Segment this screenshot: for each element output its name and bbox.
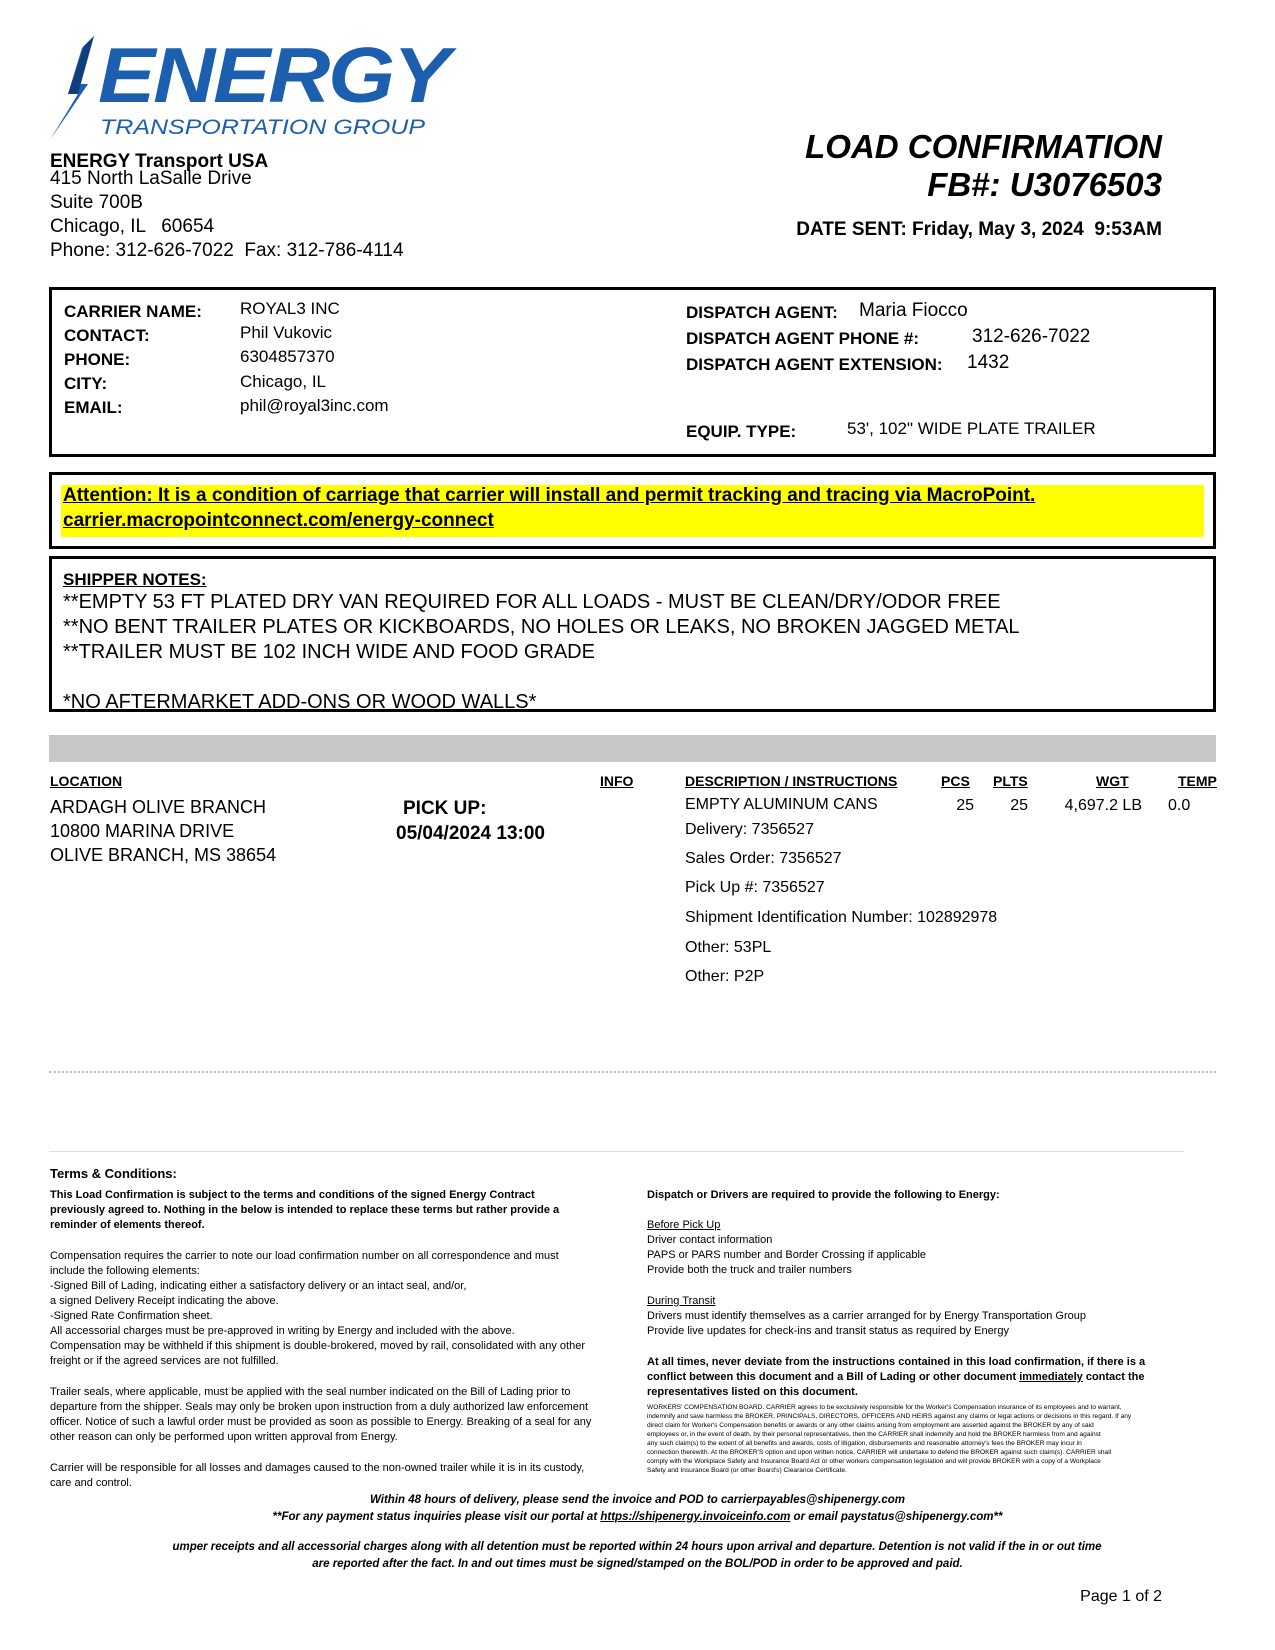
terms-line: care and control.	[50, 1477, 132, 1489]
col-temp: TEMP	[1178, 773, 1217, 789]
wcb-clause: employees or, in the event of death, by their personal representatives, then the CARRIER shall indemnify and hold the BROKER harmless from and against	[647, 1431, 1101, 1438]
dispatch-agent-label: DISPATCH AGENT:	[686, 303, 838, 322]
dispatch-ext-label: DISPATCH AGENT EXTENSION:	[686, 355, 943, 374]
pickup-time: 05/04/2024 13:00	[396, 823, 545, 844]
equip-type: 53', 102" WIDE PLATE TRAILER	[847, 419, 1096, 438]
carrier-name-label: CARRIER NAME:	[64, 302, 202, 321]
ref-delivery: Delivery: 7356527	[685, 821, 814, 838]
logo-wordmark: ENERGY	[98, 36, 457, 119]
shipper-note: **TRAILER MUST BE 102 INCH WIDE AND FOOD GRADE	[63, 641, 595, 663]
dispatch-agent: Maria Fiocco	[859, 300, 968, 321]
location-street: 10800 MARINA DRIVE	[50, 821, 235, 841]
deviation-warning: representatives listed on this document.	[647, 1386, 858, 1398]
plts-value: 25	[1010, 797, 1028, 814]
terms-intro: reminder of elements thereof.	[50, 1219, 205, 1231]
carrier-dispatch-box	[49, 287, 1216, 457]
equip-type-label: EQUIP. TYPE:	[686, 422, 797, 441]
requirement-line: Provide live updates for check-ins and transit status as required by Energy	[647, 1325, 1009, 1337]
requirement-line: Drivers must identify themselves as a carrier arranged for by Energy Transportation Group	[647, 1310, 1086, 1322]
col-wgt: WGT	[1096, 773, 1129, 789]
wcb-clause: direct claim for Worker's Compensation benefits or awards or any other claims arising from employment are asserted against the BROKER by any of said	[647, 1422, 1094, 1429]
terms-line: Carrier will be responsible for all losses and damages caused to the non-owned trailer while it is in its custody,	[50, 1462, 585, 1474]
requirement-line: Provide both the truck and trailer numbers	[647, 1264, 852, 1276]
invoice-instructions: Within 48 hours of delivery, please send the invoice and POD to carrierpayables@shipenergy.com	[370, 1494, 905, 1506]
deviation-warning: conflict between this document and a Bill of Lading or other document immediately contact the	[647, 1371, 1145, 1383]
deviation-warning: At all times, never deviate from the instructions contained in this load confirmation, if there is a	[647, 1356, 1146, 1368]
driver-requirements-title: Dispatch or Drivers are required to provide the following to Energy:	[647, 1189, 1000, 1201]
company-phone: Phone: 312-626-7022 Fax: 312-786-4114	[50, 240, 404, 261]
phone-value: 6304857370	[240, 347, 335, 366]
wcb-clause: connection therewith. At the BROKER'S option and upon written notice, CARRIER will undertake to defend the BROKER against such claim(s). CARRIER shall	[647, 1449, 1112, 1456]
detention-note: umper receipts and all accessorial charges along with all detention must be reported within 24 hours upon arrival and departure. Detention is not valid if the in or out time	[172, 1541, 1102, 1553]
company-address2: Suite 700B	[50, 192, 143, 213]
wcb-clause: WORKERS' COMPENSATION BOARD. CARRIER agrees to be exclusively responsible for the Worker's Compensation insurance of its employees and to warrant,	[647, 1404, 1122, 1411]
wcb-clause: Safety and Insurance Board (or other Board's) Clearance Certificate.	[647, 1467, 847, 1474]
detention-note: are reported after the fact. In and out times must be signed/stamped on the BOL/POD in order to be approved and paid.	[312, 1558, 963, 1570]
location-name: ARDAGH OLIVE BRANCH	[50, 797, 267, 817]
section-divider-bar	[49, 735, 1216, 762]
pcs-value: 25	[956, 797, 974, 814]
shipper-note: *NO AFTERMARKET ADD-ONS OR WOOD WALLS*	[63, 691, 537, 713]
terms-intro: previously agreed to. Nothing in the below is intended to replace these terms but rather provide a	[50, 1204, 560, 1216]
before-pickup-label: Before Pick Up	[647, 1219, 721, 1231]
email-value[interactable]: phil@royal3inc.com	[240, 396, 389, 415]
dispatch-phone: 312-626-7022	[972, 326, 1091, 347]
email-label: EMAIL:	[64, 398, 123, 417]
carrier-name: ROYAL3 INC	[240, 299, 340, 318]
requirement-line: PAPS or PARS number and Border Crossing if applicable	[647, 1249, 927, 1261]
ref-other: Other: P2P	[685, 968, 765, 985]
invoice-portal-link[interactable]: https://shipenergy.invoiceinfo.com	[600, 1511, 791, 1523]
terms-line: a signed Delivery Receipt indicating the above.	[50, 1295, 279, 1307]
city-value: Chicago, IL	[240, 372, 326, 391]
terms-line: Trailer seals, where applicable, must be applied with the seal number indicated on the Bill of Lading prior to	[50, 1386, 571, 1398]
requirement-line: Driver contact information	[647, 1234, 773, 1246]
col-description: DESCRIPTION / INSTRUCTIONS	[685, 773, 898, 789]
terms-line: freight or if the agreed services are not fulfilled.	[50, 1355, 279, 1367]
date-sent: DATE SENT: Friday, May 3, 2024 9:53AM	[796, 219, 1162, 240]
pickup-label: PICK UP:	[403, 798, 487, 819]
temp-value: 0.0	[1168, 797, 1191, 814]
contact-value: Phil Vukovic	[240, 323, 332, 342]
attention-text: Attention: It is a condition of carriage that carrier will install and permit tracking and tracing via MacroPoint.	[63, 485, 1036, 506]
wcb-clause: comply with the Workplace Safety and Insurance Board Act or other workers compensation legislation and will provide BROKER with a copy of a Workplace	[647, 1458, 1101, 1465]
shipper-note: **EMPTY 53 FT PLATED DRY VAN REQUIRED FOR ALL LOADS - MUST BE CLEAN/DRY/ODOR FREE	[63, 591, 1001, 613]
terms-intro: This Load Confirmation is subject to the terms and conditions of the signed Energy Contract	[50, 1189, 535, 1201]
company-city: Chicago, IL 60654	[50, 216, 215, 237]
phone-label: PHONE:	[64, 350, 131, 369]
terms-line: include the following elements:	[50, 1265, 200, 1277]
ref-sales-order: Sales Order: 7356527	[685, 850, 842, 867]
dispatch-phone-label: DISPATCH AGENT PHONE #:	[686, 329, 919, 348]
ref-shipment-id: Shipment Identification Number: 102892978	[685, 909, 998, 926]
col-info: INFO	[600, 773, 634, 789]
during-transit-label: During Transit	[647, 1295, 716, 1307]
attention-box	[49, 472, 1216, 549]
company-name: ENERGY Transport USA	[50, 151, 269, 172]
terms-line: officer. Notice of such a lawful order must be provided as soon as possible to Energy. Breaking of a seal for any	[50, 1416, 592, 1428]
document-title: LOAD CONFIRMATION	[805, 128, 1162, 165]
col-pcs: PCS	[941, 773, 970, 789]
macropoint-link[interactable]: carrier.macropointconnect.com/energy-connect	[63, 510, 494, 531]
col-location: LOCATION	[50, 773, 123, 789]
terms-line: -Signed Bill of Lading, indicating either a satisfactory delivery or an intact seal, and/or,	[50, 1280, 467, 1292]
terms-line: All accessorial charges must be pre-approved in writing by Energy and included with the above.	[50, 1325, 515, 1337]
ref-pickup: Pick Up #: 7356527	[685, 879, 825, 896]
fb-number: FB#: U3076503	[927, 166, 1162, 203]
shipper-notes-title: SHIPPER NOTES:	[63, 570, 207, 589]
payment-status-note: **For any payment status inquiries please visit our portal at https://shipenergy.invoiceinfo.com or email paystatus@shipenergy.com**	[272, 1511, 1003, 1523]
terms-line: Compensation requires the carrier to note our load confirmation number on all correspondence and must	[50, 1250, 559, 1262]
dotted-separator	[49, 1071, 1216, 1073]
location-city: OLIVE BRANCH, MS 38654	[50, 845, 277, 865]
terms-line: -Signed Rate Confirmation sheet.	[50, 1310, 213, 1322]
energy-logo	[48, 36, 478, 146]
terms-line: Compensation may be withheld if this shipment is double-brokered, moved by rail, consolidated with any other	[50, 1340, 586, 1352]
wcb-clause: any such claim(s) to the extent of all benefits and awards, costs of litigation, disbursements and reasonable attorney's fees the BROKER may incur in	[647, 1440, 1082, 1447]
col-plts: PLTS	[993, 773, 1028, 789]
logo-tagline: TRANSPORTATION GROUP	[100, 116, 425, 139]
shipper-notes-box	[49, 556, 1216, 712]
wcb-clause: indemnify and save harmless the BROKER, PRINCIPALS, DIRECTORS, OFFICERS AND HEIRS against any claims or legal actions or decisions in this regard. If any	[647, 1413, 1132, 1420]
terms-line: departure from the shipper. Seals may only be broken upon instruction from a duly authorized law enforcement	[50, 1401, 589, 1413]
wgt-value: 4,697.2 LB	[1064, 797, 1142, 814]
terms-title: Terms & Conditions:	[50, 1166, 177, 1181]
company-address1: 415 North LaSalle Drive	[50, 168, 252, 189]
dispatch-ext: 1432	[967, 352, 1010, 373]
city-label: CITY:	[64, 374, 108, 393]
commodity-description: EMPTY ALUMINUM CANS	[685, 796, 878, 813]
shipper-note: **NO BENT TRAILER PLATES OR KICKBOARDS, NO HOLES OR LEAKS, NO BROKEN JAGGED METAL	[63, 616, 1020, 638]
terms-line: other reason can only be performed upon written approval from Energy.	[50, 1431, 398, 1443]
ref-other: Other: 53PL	[685, 939, 772, 956]
terms-separator	[49, 1151, 1184, 1152]
page-number: Page 1 of 2	[1080, 1588, 1162, 1605]
contact-label: CONTACT:	[64, 326, 150, 345]
